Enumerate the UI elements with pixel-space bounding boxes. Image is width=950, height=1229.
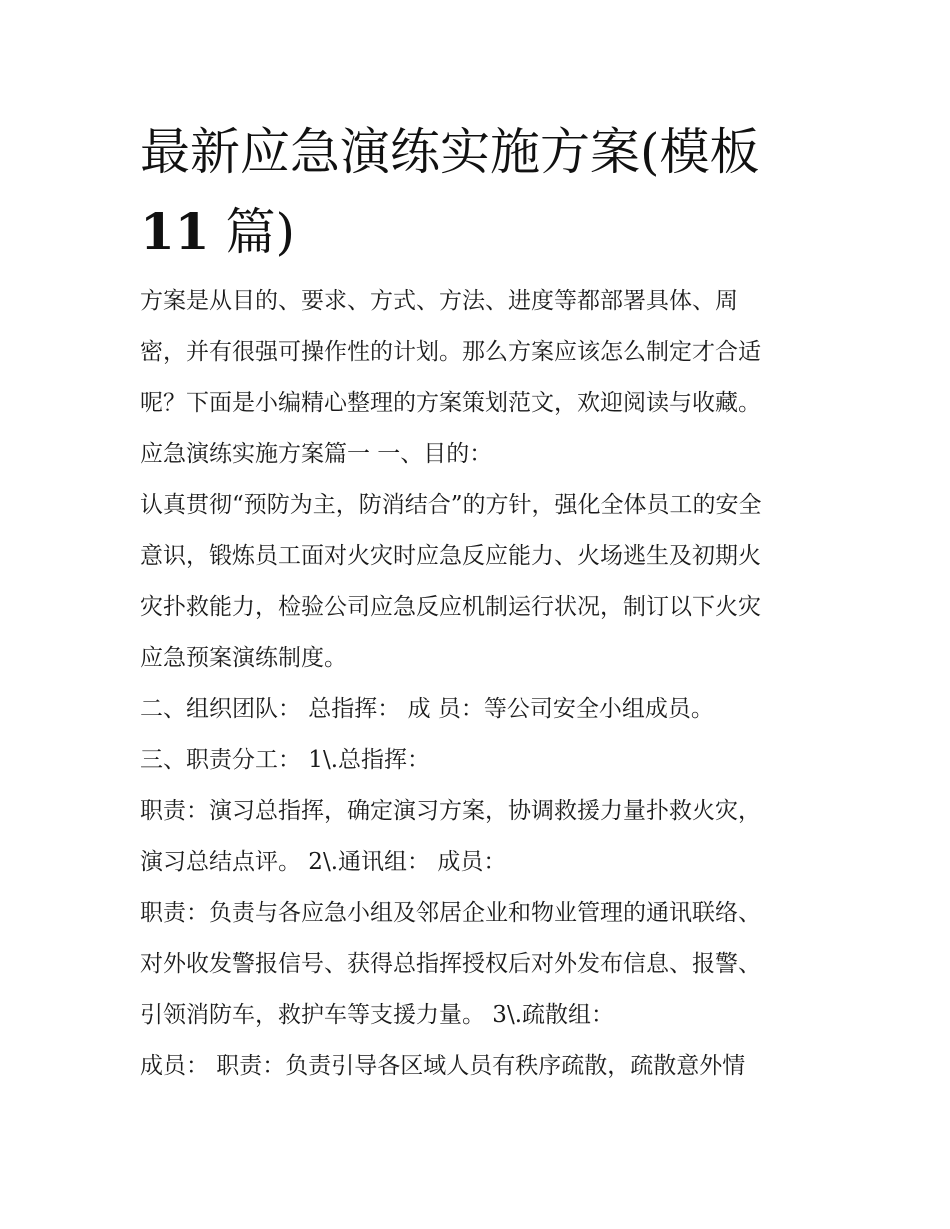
- body-line: 意识，锻炼员工面对火灾时应急反应能力、火场逃生及初期火: [140, 543, 761, 569]
- section-heading-line: 二、组织团队： 总指挥： 成 员：等公司安全小组成员。: [140, 696, 714, 722]
- body-line: 成员： 职责：负责引导各区域人员有秩序疏散，疏散意外情: [140, 1053, 746, 1079]
- title-number: 11: [140, 202, 210, 261]
- body-line: 职责：演习总指挥，确定演习方案，协调救援力量扑救火灾，: [140, 798, 761, 824]
- body-line: 方案是从目的、要求、方式、方法、进度等都部署具体、周: [140, 288, 738, 314]
- body-line: 认真贯彻“预防为主，防消结合”的方针，强化全体员工的安全: [140, 492, 762, 518]
- title-line-2: 篇): [209, 203, 295, 261]
- body-line: 演习总结点评。 2\.通讯组： 成员：: [140, 849, 507, 875]
- body-line: 职责：负责与各应急小组及邻居企业和物业管理的通讯联络、: [140, 900, 761, 926]
- body-line: 密，并有很强可操作性的计划。那么方案应该怎么制定才合适: [140, 339, 761, 365]
- document-title: [140, 112, 820, 272]
- body-line: 灾扑救能力，检验公司应急反应机制运行状况，制订以下火灾: [140, 594, 761, 620]
- body-line: 对外收发警报信号、获得总指挥授权后对外发布信息、报警、: [140, 951, 761, 977]
- document-body: [140, 276, 820, 1092]
- section-heading-line: 应急演练实施方案篇一 一、目的：: [140, 441, 493, 467]
- body-line: 应急预案演练制度。: [140, 645, 347, 671]
- body-line: 呢？下面是小编精心整理的方案策划范文，欢迎阅读与收藏。: [140, 390, 761, 416]
- title-line-1: 最新应急演练实施方案(模板: [140, 123, 760, 181]
- body-line: 引领消防车，救护车等支援力量。 3\.疏散组：: [140, 1002, 615, 1028]
- section-heading-line: 三、职责分工： 1\.总指挥：: [140, 747, 431, 773]
